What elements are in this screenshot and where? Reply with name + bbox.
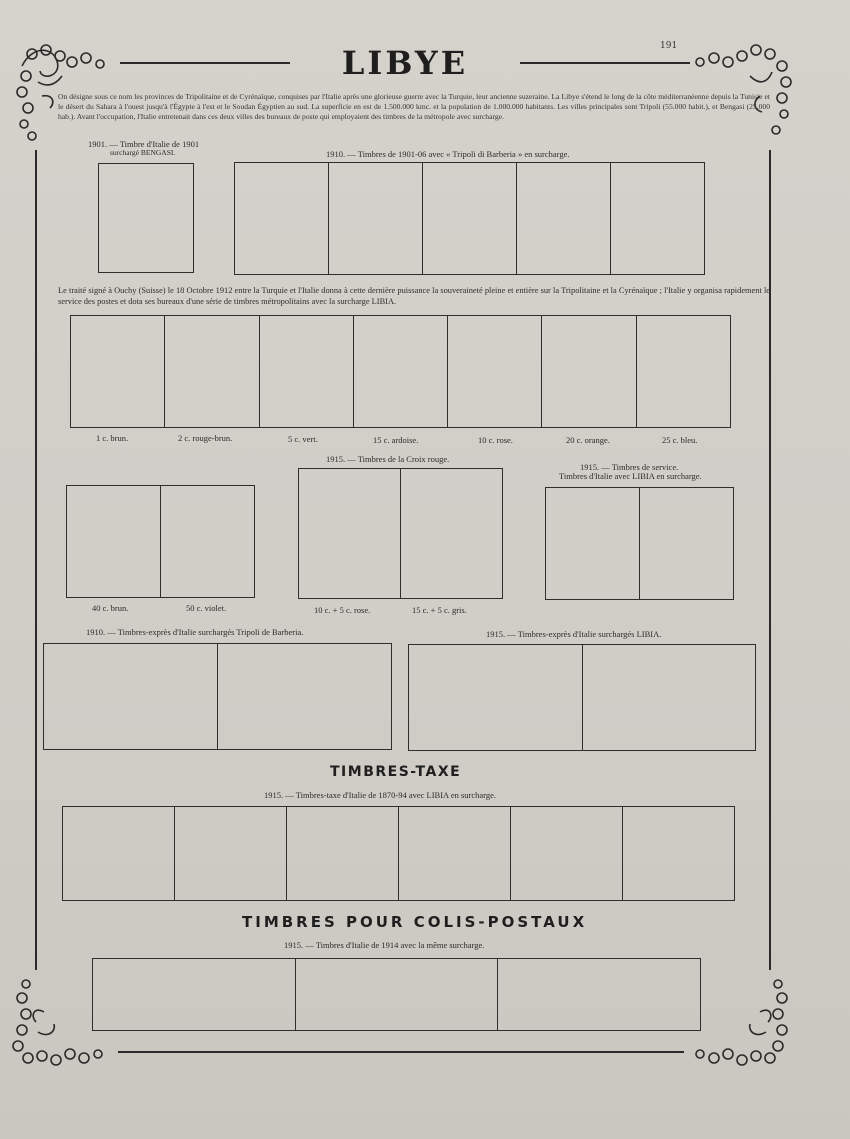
- stamp-cell: [409, 645, 582, 750]
- floral-ornament-bottom-right: [686, 972, 796, 1082]
- stamp-row-1912: [70, 315, 731, 428]
- stamp-cell: [328, 163, 422, 274]
- frame-left-rule: [35, 150, 37, 970]
- caption-taxe: 1915. — Timbres-taxe d'Italie de 1870-94 avec LIBIA en surcharge.: [264, 790, 496, 800]
- title-rule-left: [120, 62, 290, 64]
- stamp-label: 15 c. + 5 c. gris.: [412, 605, 467, 615]
- stamp-cell: [71, 316, 164, 427]
- stamp-label: 25 c. bleu.: [662, 435, 698, 445]
- stamp-slot-1901: [98, 163, 194, 273]
- stamp-cell: [295, 959, 498, 1030]
- caption-expres-1915: 1915. — Timbres-exprès d'Italie surchargés LIBIA.: [486, 629, 662, 639]
- stamp-label: 10 c. rose.: [478, 435, 513, 445]
- floral-ornament-top-right: [690, 36, 800, 146]
- stamp-label: 40 c. brun.: [92, 603, 129, 613]
- stamp-cell: [299, 469, 400, 598]
- caption-1910: 1910. — Timbres de 1901-06 avec « Tripoli di Barberia » en surcharge.: [326, 149, 570, 159]
- caption-colis: 1915. — Timbres d'Italie de 1914 avec la même surcharge.: [284, 940, 485, 950]
- stamp-row-taxe: [62, 806, 735, 901]
- stamp-cell: [400, 469, 502, 598]
- caption-1901-line1: 1901. — Timbre d'Italie de 1901: [88, 139, 200, 149]
- caption-croix-rouge: 1915. — Timbres de la Croix rouge.: [326, 454, 450, 464]
- frame-bottom-rule: [118, 1051, 684, 1053]
- stamp-cell: [636, 316, 730, 427]
- stamp-label: 15 c. ardoise.: [373, 435, 419, 445]
- stamp-row-40-50: [66, 485, 255, 598]
- stamp-cell: [174, 807, 286, 900]
- stamp-cell: [286, 807, 398, 900]
- stamp-label: 5 c. vert.: [288, 434, 318, 444]
- title-rule-right: [520, 62, 690, 64]
- stamp-cell: [497, 959, 700, 1030]
- stamp-cell: [398, 807, 510, 900]
- stamp-label: 10 c. + 5 c. rose.: [314, 605, 371, 615]
- stamp-cell: [622, 807, 734, 900]
- floral-ornament-top-left: [12, 36, 112, 146]
- stamp-cell: [353, 316, 447, 427]
- stamp-cell: [610, 163, 704, 274]
- caption-service-line1: 1915. — Timbres de service.: [580, 462, 679, 472]
- stamp-label: 50 c. violet.: [186, 603, 227, 613]
- page-number: 191: [660, 41, 678, 51]
- stamp-row-service: [545, 487, 734, 600]
- stamp-cell: [164, 316, 258, 427]
- heading-colis-postaux: TIMBRES POUR COLIS-POSTAUX: [242, 913, 588, 931]
- stamp-cell: [235, 163, 328, 274]
- stamp-cell: [44, 644, 217, 749]
- stamp-cell: [99, 164, 193, 272]
- stamp-row-1910: [234, 162, 705, 275]
- stamp-cell: [259, 316, 353, 427]
- stamp-cell: [582, 645, 756, 750]
- paragraph-1912: Le traité signé à Ouchy (Suisse) le 18 Octobre 1912 entre la Turquie et l'Italie donna à cette dernière puissance la souveraineté pleine et entière sur la Tripolitaine et la Cyrénaïque ; l'Italie y organisa rapidement le service des postes et dota ses bureaux d'une série de timbres métropolitains avec la surcharge LIBIA.: [58, 286, 770, 306]
- caption-1901-line2: surchargé BENGASI.: [110, 148, 176, 157]
- stamp-label: 1 c. brun.: [96, 433, 129, 443]
- heading-timbres-taxe: TIMBRES-TAXE: [330, 764, 462, 780]
- caption-service-line2: Timbres d'Italie avec LIBIA en surcharge.: [559, 471, 702, 481]
- stamp-row-croix-rouge: [298, 468, 503, 599]
- intro-paragraph: On désigne sous ce nom les provinces de Tripolitaine et de Cyrénaïque, conquises par l'Italie après une glorieuse guerre avec la Turquie, leur ancienne suzeraine. La Libye s'étend le long de la côte méditerranéenne depuis la Tunisie et le désert du Sahara à l'ouest jusqu'à l'Égypte à l'est et le Soudan Égyptien au sud. La superficie en est de 1.500.000 kmc. et la population de 1.000.000 habitants. Les villes principales sont Tripoli (55.000 habit.), et Bengasi (25.000 hab.). Avant l'occupation, l'Italie entretenait dans ces deux villes des bureaux de poste qui employaient des timbres de la métropole avec surcharge.: [58, 92, 770, 122]
- stamp-label: 2 c. rouge-brun.: [178, 433, 233, 443]
- stamp-cell: [447, 316, 541, 427]
- stamp-row-expres-1915: [408, 644, 756, 751]
- caption-expres-1910: 1910. — Timbres-exprès d'Italie surchargés Tripoli de Barberia.: [86, 627, 304, 637]
- stamp-cell: [541, 316, 635, 427]
- stamp-cell: [67, 486, 160, 597]
- stamp-cell: [160, 486, 254, 597]
- stamp-cell: [93, 959, 295, 1030]
- stamp-cell: [63, 807, 174, 900]
- stamp-cell: [546, 488, 639, 599]
- stamp-cell: [639, 488, 733, 599]
- stamp-cell: [422, 163, 516, 274]
- stamp-cell: [510, 807, 622, 900]
- stamp-label: 20 c. orange.: [566, 435, 610, 445]
- stamp-cell: [217, 644, 391, 749]
- stamp-cell: [516, 163, 610, 274]
- stamp-row-colis: [92, 958, 701, 1031]
- stamp-row-expres-1910: [43, 643, 392, 750]
- frame-right-rule: [769, 150, 771, 970]
- page-title: LIBYE: [341, 44, 469, 82]
